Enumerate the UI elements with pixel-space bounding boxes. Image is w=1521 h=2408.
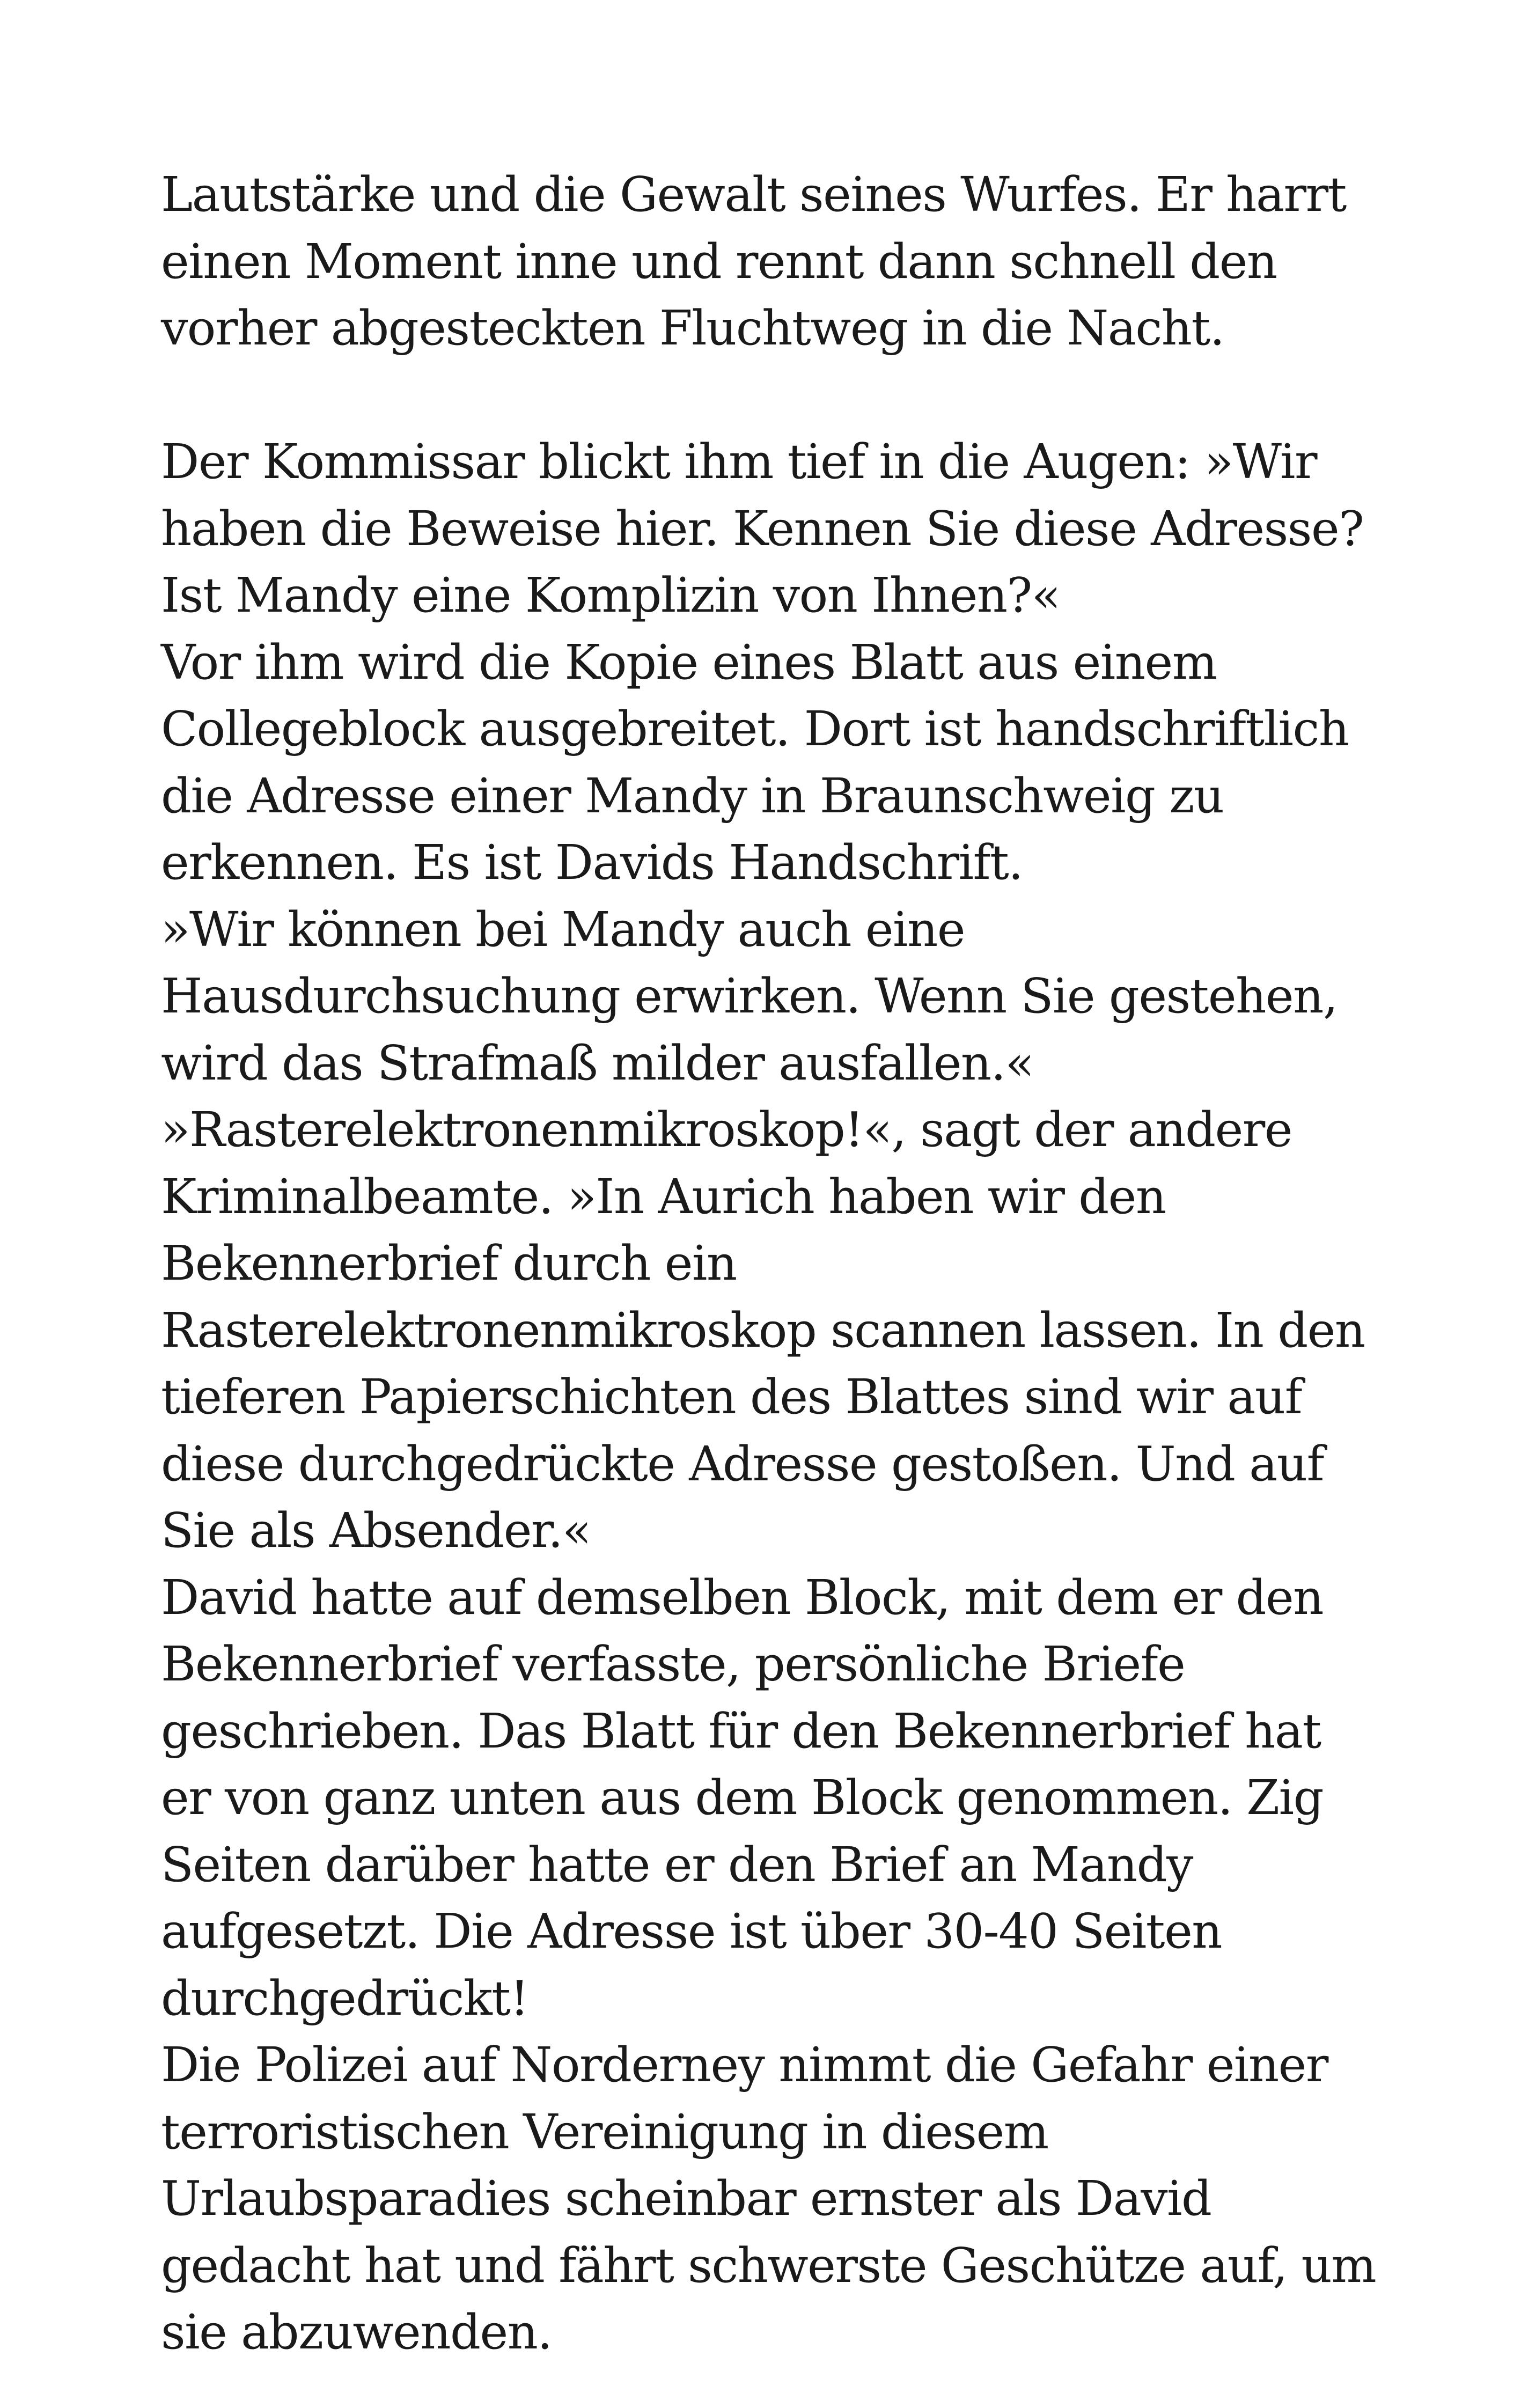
paragraph-5: »Rasterelektronenmikroskop!«, sagt der andere Kriminalbeamte. »In Aurich haben wir den Bekennerbrief durch ein Rasterelektronenmikroskop scannen lassen. In den tieferen Papierschichten des Blattes sind wir auf diese durchgedrückte Adresse gestoßen. Und auf Sie als Absender.« — [161, 1102, 1365, 1558]
book-page — [161, 161, 1384, 2366]
paragraph-gap — [161, 362, 1384, 429]
paragraph-2: Der Kommissar blickt ihm tief in die Augen: »Wir haben die Beweise hier. Kennen Sie diese Adresse? Ist Mandy eine Komplizin von Ihnen?« — [161, 434, 1364, 623]
paragraph-7: Die Polizei auf Norderney nimmt die Gefahr einer terroristischen Vereinigung in diesem Urlaubsparadies scheinbar ernster als David gedacht hat und fährt schwerste Geschütze auf, um sie abzuwenden. — [161, 2037, 1376, 2360]
paragraph-3: Vor ihm wird die Kopie eines Blatt aus einem Collegeblock ausgebreitet. Dort ist handschriftlich die Adresse einer Mandy in Braunschweig zu erkennen. Es ist Davids Handschrift. — [161, 634, 1349, 890]
paragraph-4: »Wir können bei Mandy auch eine Hausdurchsuchung erwirken. Wenn Sie gestehen, wird das Strafmaß milder ausfallen.« — [161, 901, 1338, 1091]
paragraph-1: Lautstärke und die Gewalt seines Wurfes. Er harrt einen Moment inne und rennt dann schnell den vorher abgesteckten Fluchtweg in die Nacht. — [161, 166, 1346, 356]
paragraph-6: David hatte auf demselben Block, mit dem er den Bekennerbrief verfasste, persönliche Briefe geschrieben. Das Blatt für den Bekennerbrief hat er von ganz unten aus dem Block genommen. Zig Seiten darüber hatte er den Brief an Mandy aufgesetzt. Die Adresse ist über 30-40 Seiten durchgedrückt! — [161, 1569, 1324, 2026]
